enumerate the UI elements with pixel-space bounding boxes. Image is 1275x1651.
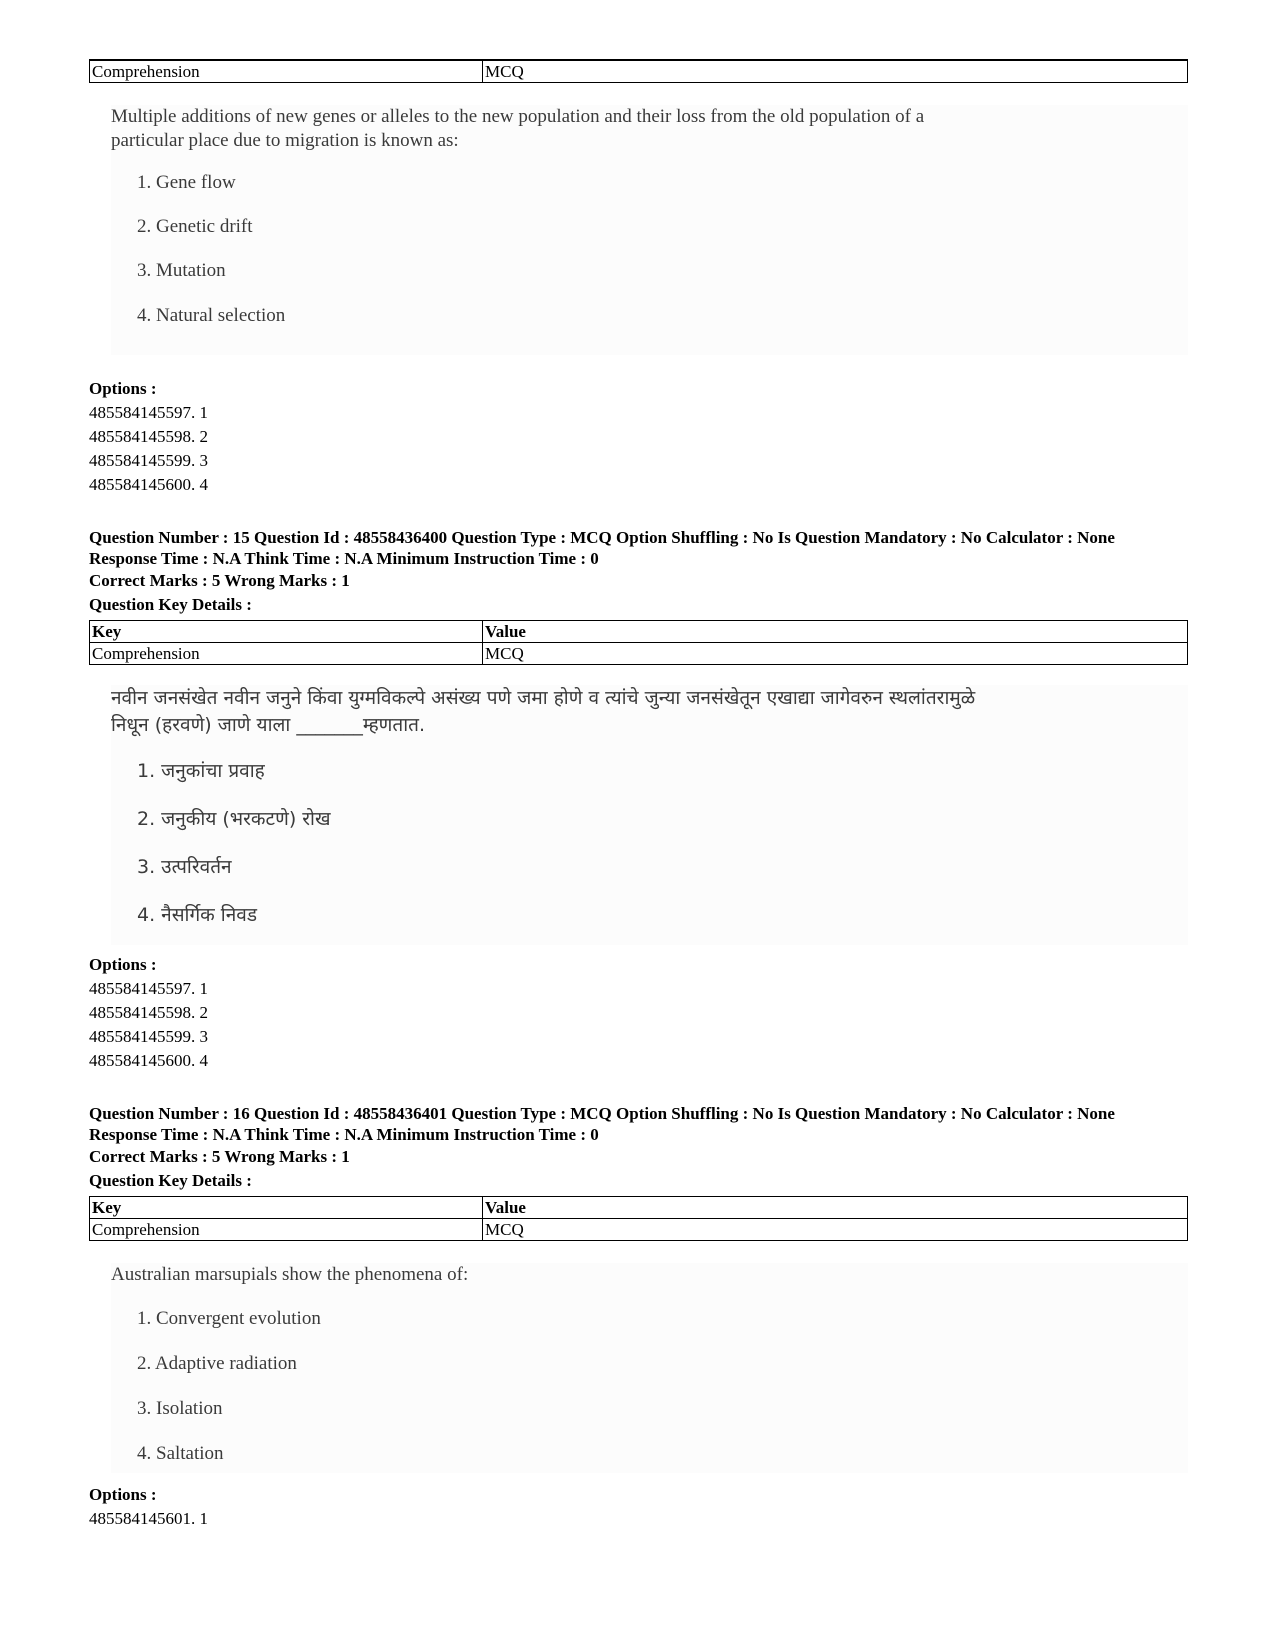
option-id-1: 485584145601. 1 <box>89 1509 208 1528</box>
key-details-label: Question Key Details : <box>89 1171 252 1190</box>
table-cell-value: MCQ <box>483 60 1188 83</box>
question-stem: Multiple additions of new genes or alleles to the new population and their loss from the old population of a particular place due to migration is known as: <box>111 106 925 151</box>
option-id-2: 485584145598. 2 <box>89 427 208 446</box>
question-meta-line-2: Response Time : N.A Think Time : N.A Minimum Instruction Time : 0 <box>89 1125 599 1144</box>
table-cell-value: MCQ <box>483 643 1188 665</box>
table-header-value: Value <box>483 1197 1188 1219</box>
option-id-4: 485584145600. 4 <box>89 1051 208 1070</box>
question-header <box>89 1103 1188 1193</box>
table-header-row <box>90 1197 1188 1219</box>
question-paper-page <box>89 59 1188 1531</box>
table-cell-key: Comprehension <box>90 1219 483 1241</box>
choice-4: 4. Natural selection <box>137 305 286 326</box>
marks-line: Correct Marks : 5 Wrong Marks : 1 <box>89 1147 350 1166</box>
table-header-key: Key <box>90 621 483 643</box>
choice-3: 3. उत्परिवर्तन <box>137 856 232 878</box>
table-header-key: Key <box>90 1197 483 1219</box>
marks-line: Correct Marks : 5 Wrong Marks : 1 <box>89 571 350 590</box>
choice-1: 1. Gene flow <box>137 172 236 193</box>
choice-4: 4. Saltation <box>137 1443 224 1464</box>
option-id-3: 485584145599. 3 <box>89 451 208 470</box>
choice-3: 3. Isolation <box>137 1398 223 1419</box>
choice-2: 2. Genetic drift <box>137 216 253 237</box>
question-image <box>111 685 1188 945</box>
choice-3: 3. Mutation <box>137 260 226 281</box>
option-id-2: 485584145598. 2 <box>89 1003 208 1022</box>
key-details-table <box>89 1196 1188 1241</box>
option-id-1: 485584145597. 1 <box>89 403 208 422</box>
options-block <box>89 1483 1188 1531</box>
table-header-value: Value <box>483 621 1188 643</box>
question-image <box>111 1263 1188 1473</box>
table-row <box>90 60 1188 83</box>
options-label: Options : <box>89 379 157 398</box>
question-meta-line-2: Response Time : N.A Think Time : N.A Minimum Instruction Time : 0 <box>89 549 599 568</box>
question-stem: Australian marsupials show the phenomena of: <box>111 1264 469 1285</box>
key-details-label: Question Key Details : <box>89 595 252 614</box>
table-cell-key: Comprehension <box>90 60 483 83</box>
options-block <box>89 953 1188 1073</box>
choice-2: 2. Adaptive radiation <box>137 1353 297 1374</box>
options-label: Options : <box>89 1485 157 1504</box>
option-id-3: 485584145599. 3 <box>89 1027 208 1046</box>
table-row <box>90 1219 1188 1241</box>
table-header-row <box>90 621 1188 643</box>
options-label: Options : <box>89 955 157 974</box>
choice-1: 1. जनुकांचा प्रवाह <box>137 760 265 782</box>
question-stem: नवीन जनसंखेत नवीन जनुने किंवा युग्मविकल्पे असंख्य पणे जमा होणे व त्यांचे जुन्या जनसंखेतून एखाद्या जागेवरुन स्थलांतरामुळे निधून (हरवणे) जाणे याला _______म्हणतात. <box>111 687 976 736</box>
key-details-table <box>89 59 1188 83</box>
choice-2: 2. जनुकीय (भरकटणे) रोख <box>137 808 331 830</box>
table-row <box>90 643 1188 665</box>
choice-1: 1. Convergent evolution <box>137 1308 321 1329</box>
key-details-table <box>89 620 1188 665</box>
question-meta-line-1: Question Number : 15 Question Id : 48558436400 Question Type : MCQ Option Shuffling : No Is Question Mandatory : No Calculator : None <box>89 528 1115 547</box>
table-cell-key: Comprehension <box>90 643 483 665</box>
option-id-1: 485584145597. 1 <box>89 979 208 998</box>
option-id-4: 485584145600. 4 <box>89 475 208 494</box>
question-image <box>111 105 1188 355</box>
choice-4: 4. नैसर्गिक निवड <box>137 904 258 926</box>
table-cell-value: MCQ <box>483 1219 1188 1241</box>
options-block <box>89 377 1188 497</box>
question-header <box>89 527 1188 617</box>
question-meta-line-1: Question Number : 16 Question Id : 48558436401 Question Type : MCQ Option Shuffling : No Is Question Mandatory : No Calculator : None <box>89 1104 1115 1123</box>
